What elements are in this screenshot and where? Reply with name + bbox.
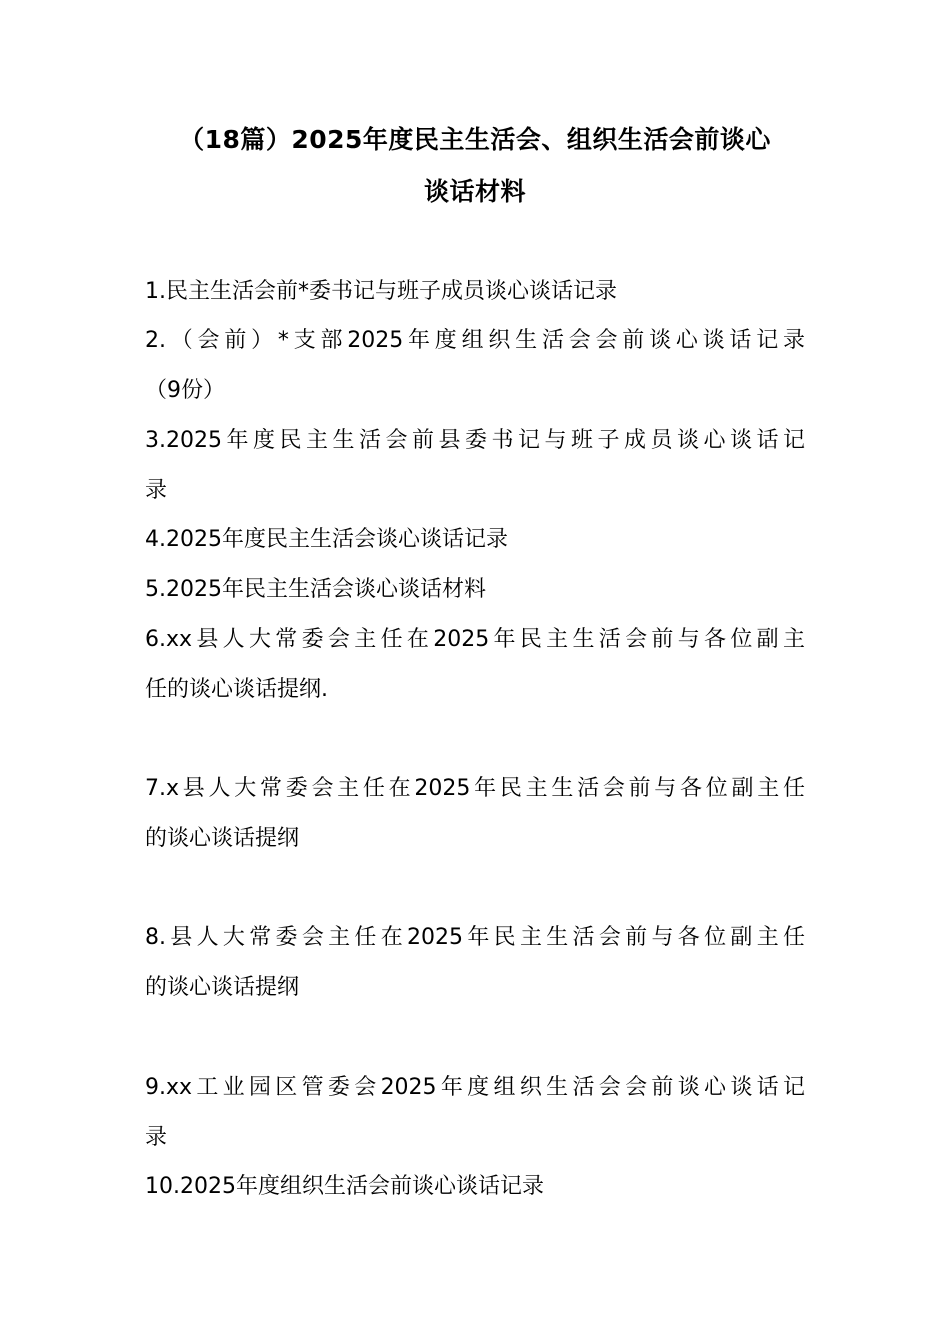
document-title-line-2: 谈话材料	[423, 177, 526, 206]
list-item-3-line-2: 录	[145, 478, 168, 503]
document-title-line-1: （18篇）2025年度民主生活会、组织生活会前谈心	[179, 125, 771, 154]
list-item-7-line-2: 的谈心谈话提纲	[145, 826, 300, 851]
list-item-3-line-1: 3.2025年度民主生活会前县委书记与班子成员谈心谈话记	[145, 428, 805, 453]
list-item-6-line-1: 6.xx县人大常委会主任在2025年民主生活会前与各位副主	[145, 627, 805, 652]
list-item-9-line-2: 录	[145, 1125, 168, 1150]
list-item-1: 1.民主生活会前*委书记与班子成员谈心谈话记录	[145, 279, 617, 304]
list-item-9-line-1: 9.xx工业园区管委会2025年度组织生活会会前谈心谈话记	[145, 1075, 805, 1100]
list-item-2-line-1: 2.（会前）*支部2025年度组织生活会会前谈心谈话记录	[145, 328, 805, 353]
list-item-10: 10.2025年度组织生活会前谈心谈话记录	[145, 1174, 544, 1199]
list-item-5: 5.2025年民主生活会谈心谈话材料	[145, 577, 486, 602]
list-item-4: 4.2025年度民主生活会谈心谈话记录	[145, 527, 508, 552]
list-item-7-line-1: 7.x县人大常委会主任在2025年民主生活会前与各位副主任	[145, 776, 805, 801]
list-item-6-line-2: 任的谈心谈话提纲.	[145, 677, 328, 702]
list-item-8-line-1: 8.县人大常委会主任在2025年民主生活会前与各位副主任	[145, 925, 805, 950]
list-item-2-line-2: （9份）	[145, 378, 225, 403]
list-item-8-line-2: 的谈心谈话提纲	[145, 975, 300, 1000]
